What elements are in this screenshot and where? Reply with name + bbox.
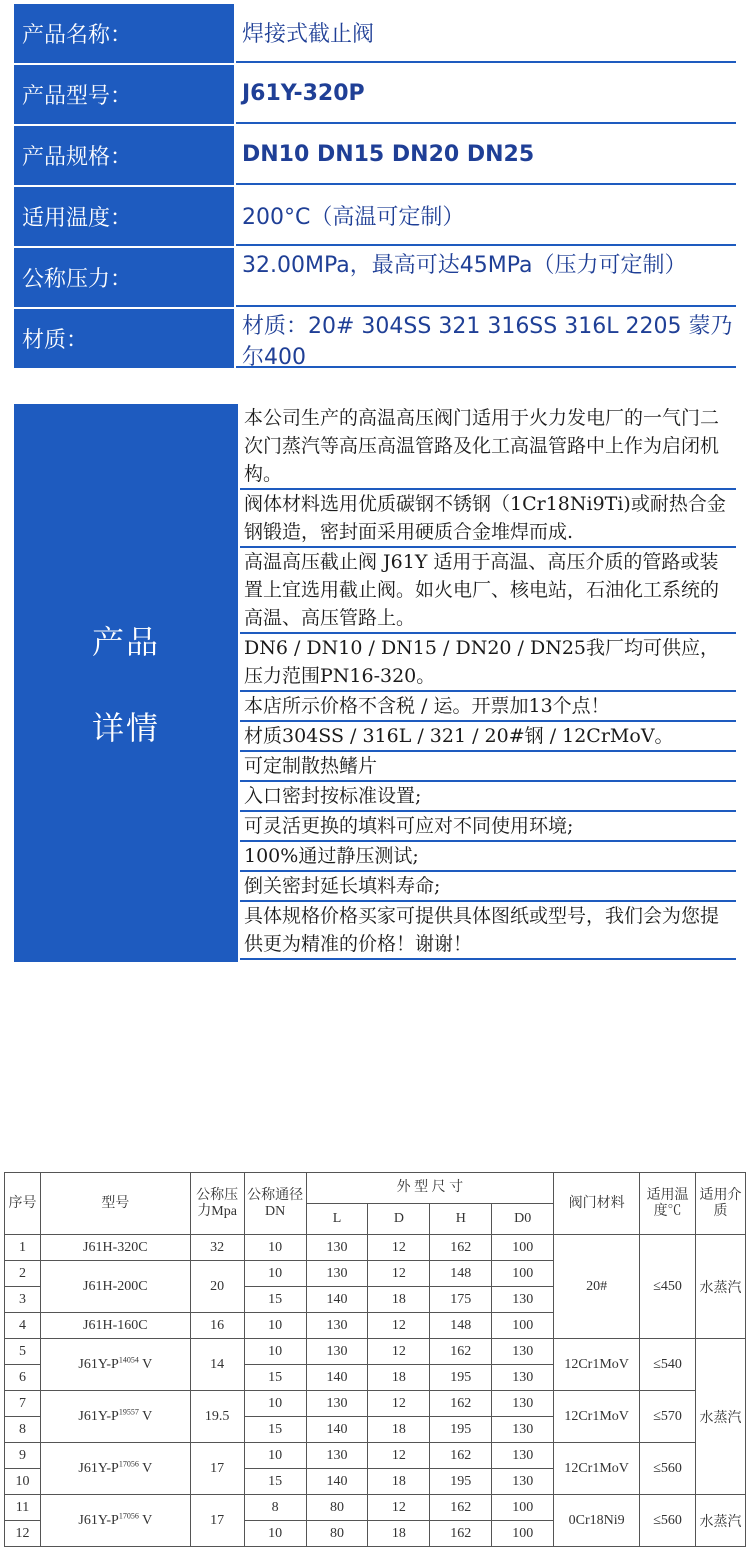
info-row-pressure: [14, 248, 736, 309]
info-value: 焊接式截止阀: [236, 4, 736, 63]
table-row: 7 $J61Y-P^{19557}$ V 19.5 10 130 12 162 130 12Cr1MoV ≤570: [5, 1391, 746, 1417]
detail-item: DN6 / DN10 / DN15 / DN20 / DN25我厂均可供应，压力范围PN16-320。: [240, 634, 736, 692]
info-label: 适用温度：: [14, 187, 236, 246]
detail-item: 可灵活更换的填料可应对不同使用环境;: [240, 812, 736, 842]
detail-item: 高温高压截止阀 J61Y 适用于高温、高压介质的管路或装置上宜选用截止阀。如火电厂、核电站，石油化工系统的高温、高压管路上。: [240, 548, 736, 634]
detail-item: 入口密封按标准设置;: [240, 782, 736, 812]
table-row: 1 J61H-320C 32 10 130 12 162 100 20# ≤450 水蒸汽: [5, 1235, 746, 1261]
table-row: 12 10 80 18 162 100: [5, 1521, 746, 1547]
header-H: H: [430, 1204, 492, 1235]
table-row: 10 15 140 18 195 130: [5, 1469, 746, 1495]
header-dims: 外 型 尺 寸: [306, 1173, 554, 1204]
header-D: D: [368, 1204, 430, 1235]
product-info-table: [14, 4, 736, 370]
info-value: 200°C（高温可定制）: [236, 187, 736, 246]
table-row: 11 $J61Y-P^{17056}$ V 17 8 80 12 162 100 0Cr18Ni9 ≤560 水蒸汽: [5, 1495, 746, 1521]
info-value: 32.00MPa，最高可达45MPa（压力可定制）: [236, 248, 736, 307]
info-row-model: [14, 65, 736, 126]
header-L: L: [306, 1204, 368, 1235]
table-row: 3 15 140 18 175 130: [5, 1287, 746, 1313]
header-model: 型号: [40, 1173, 190, 1235]
header-pressure: 公称压力Mpa: [190, 1173, 244, 1235]
header-dn: 公称通径DN: [244, 1173, 306, 1235]
info-label: 产品规格：: [14, 126, 236, 185]
table-row: 4 J61H-160C 16 10 130 12 148 100: [5, 1313, 746, 1339]
info-label: 产品型号：: [14, 65, 236, 124]
detail-item: 本店所示价格不含税 / 运。开票加13个点！: [240, 692, 736, 722]
detail-item: 本公司生产的高温高压阀门适用于火力发电厂的一气门二次门蒸汽等高压高温管路及化工高温管路中上作为启闭机构。: [240, 404, 736, 490]
table-row: 2 J61H-200C 20 10 130 12 148 100: [5, 1261, 746, 1287]
detail-item: 100%通过静压测试;: [240, 842, 736, 872]
spec-header-row: [5, 1173, 746, 1204]
details-label: 产品 详情: [14, 404, 238, 962]
info-label: 产品名称：: [14, 4, 236, 63]
table-row: 5 $J61Y-P^{14054}$ V 14 10 130 12 162 130 12Cr1MoV ≤540 水蒸汽: [5, 1339, 746, 1365]
info-row-name: [14, 4, 736, 65]
info-row-spec: [14, 126, 736, 187]
info-value: 材质：20# 304SS 321 316SS 316L 2205 蒙乃尔400: [236, 309, 736, 368]
header-seq: 序号: [5, 1173, 41, 1235]
detail-item: 可定制散热鳍片: [240, 752, 736, 782]
info-value: DN10 DN15 DN20 DN25: [236, 126, 736, 185]
header-D0: D0: [492, 1204, 554, 1235]
info-row-material: [14, 309, 736, 370]
detail-item: 具体规格价格买家可提供具体图纸或型号，我们会为您提供更为精准的价格！谢谢！: [240, 902, 736, 960]
details-list: [238, 404, 736, 962]
table-row: 9 $J61Y-P^{17056}$ V 17 10 130 12 162 130 12Cr1MoV ≤560: [5, 1443, 746, 1469]
info-value: J61Y-320P: [236, 65, 736, 124]
spec-table: [4, 1172, 746, 1547]
info-row-temperature: [14, 187, 736, 248]
table-row: 8 15 140 18 195 130: [5, 1417, 746, 1443]
info-label: 材质：: [14, 309, 236, 368]
header-material: 阀门材料: [554, 1173, 640, 1235]
detail-item: 倒关密封延长填料寿命;: [240, 872, 736, 902]
detail-item: 阀体材料选用优质碳钢不锈钢（1Cr18Ni9Ti)或耐热合金钢锻造，密封面采用硬质合金堆焊而成.: [240, 490, 736, 548]
table-row: 6 15 140 18 195 130: [5, 1365, 746, 1391]
detail-item: 材质304SS / 316L / 321 / 20#钢 / 12CrMoV。: [240, 722, 736, 752]
info-label: 公称压力：: [14, 248, 236, 307]
product-details: [14, 404, 736, 962]
header-temp: 适用温度℃: [640, 1173, 696, 1235]
header-medium: 适用介质: [696, 1173, 746, 1235]
